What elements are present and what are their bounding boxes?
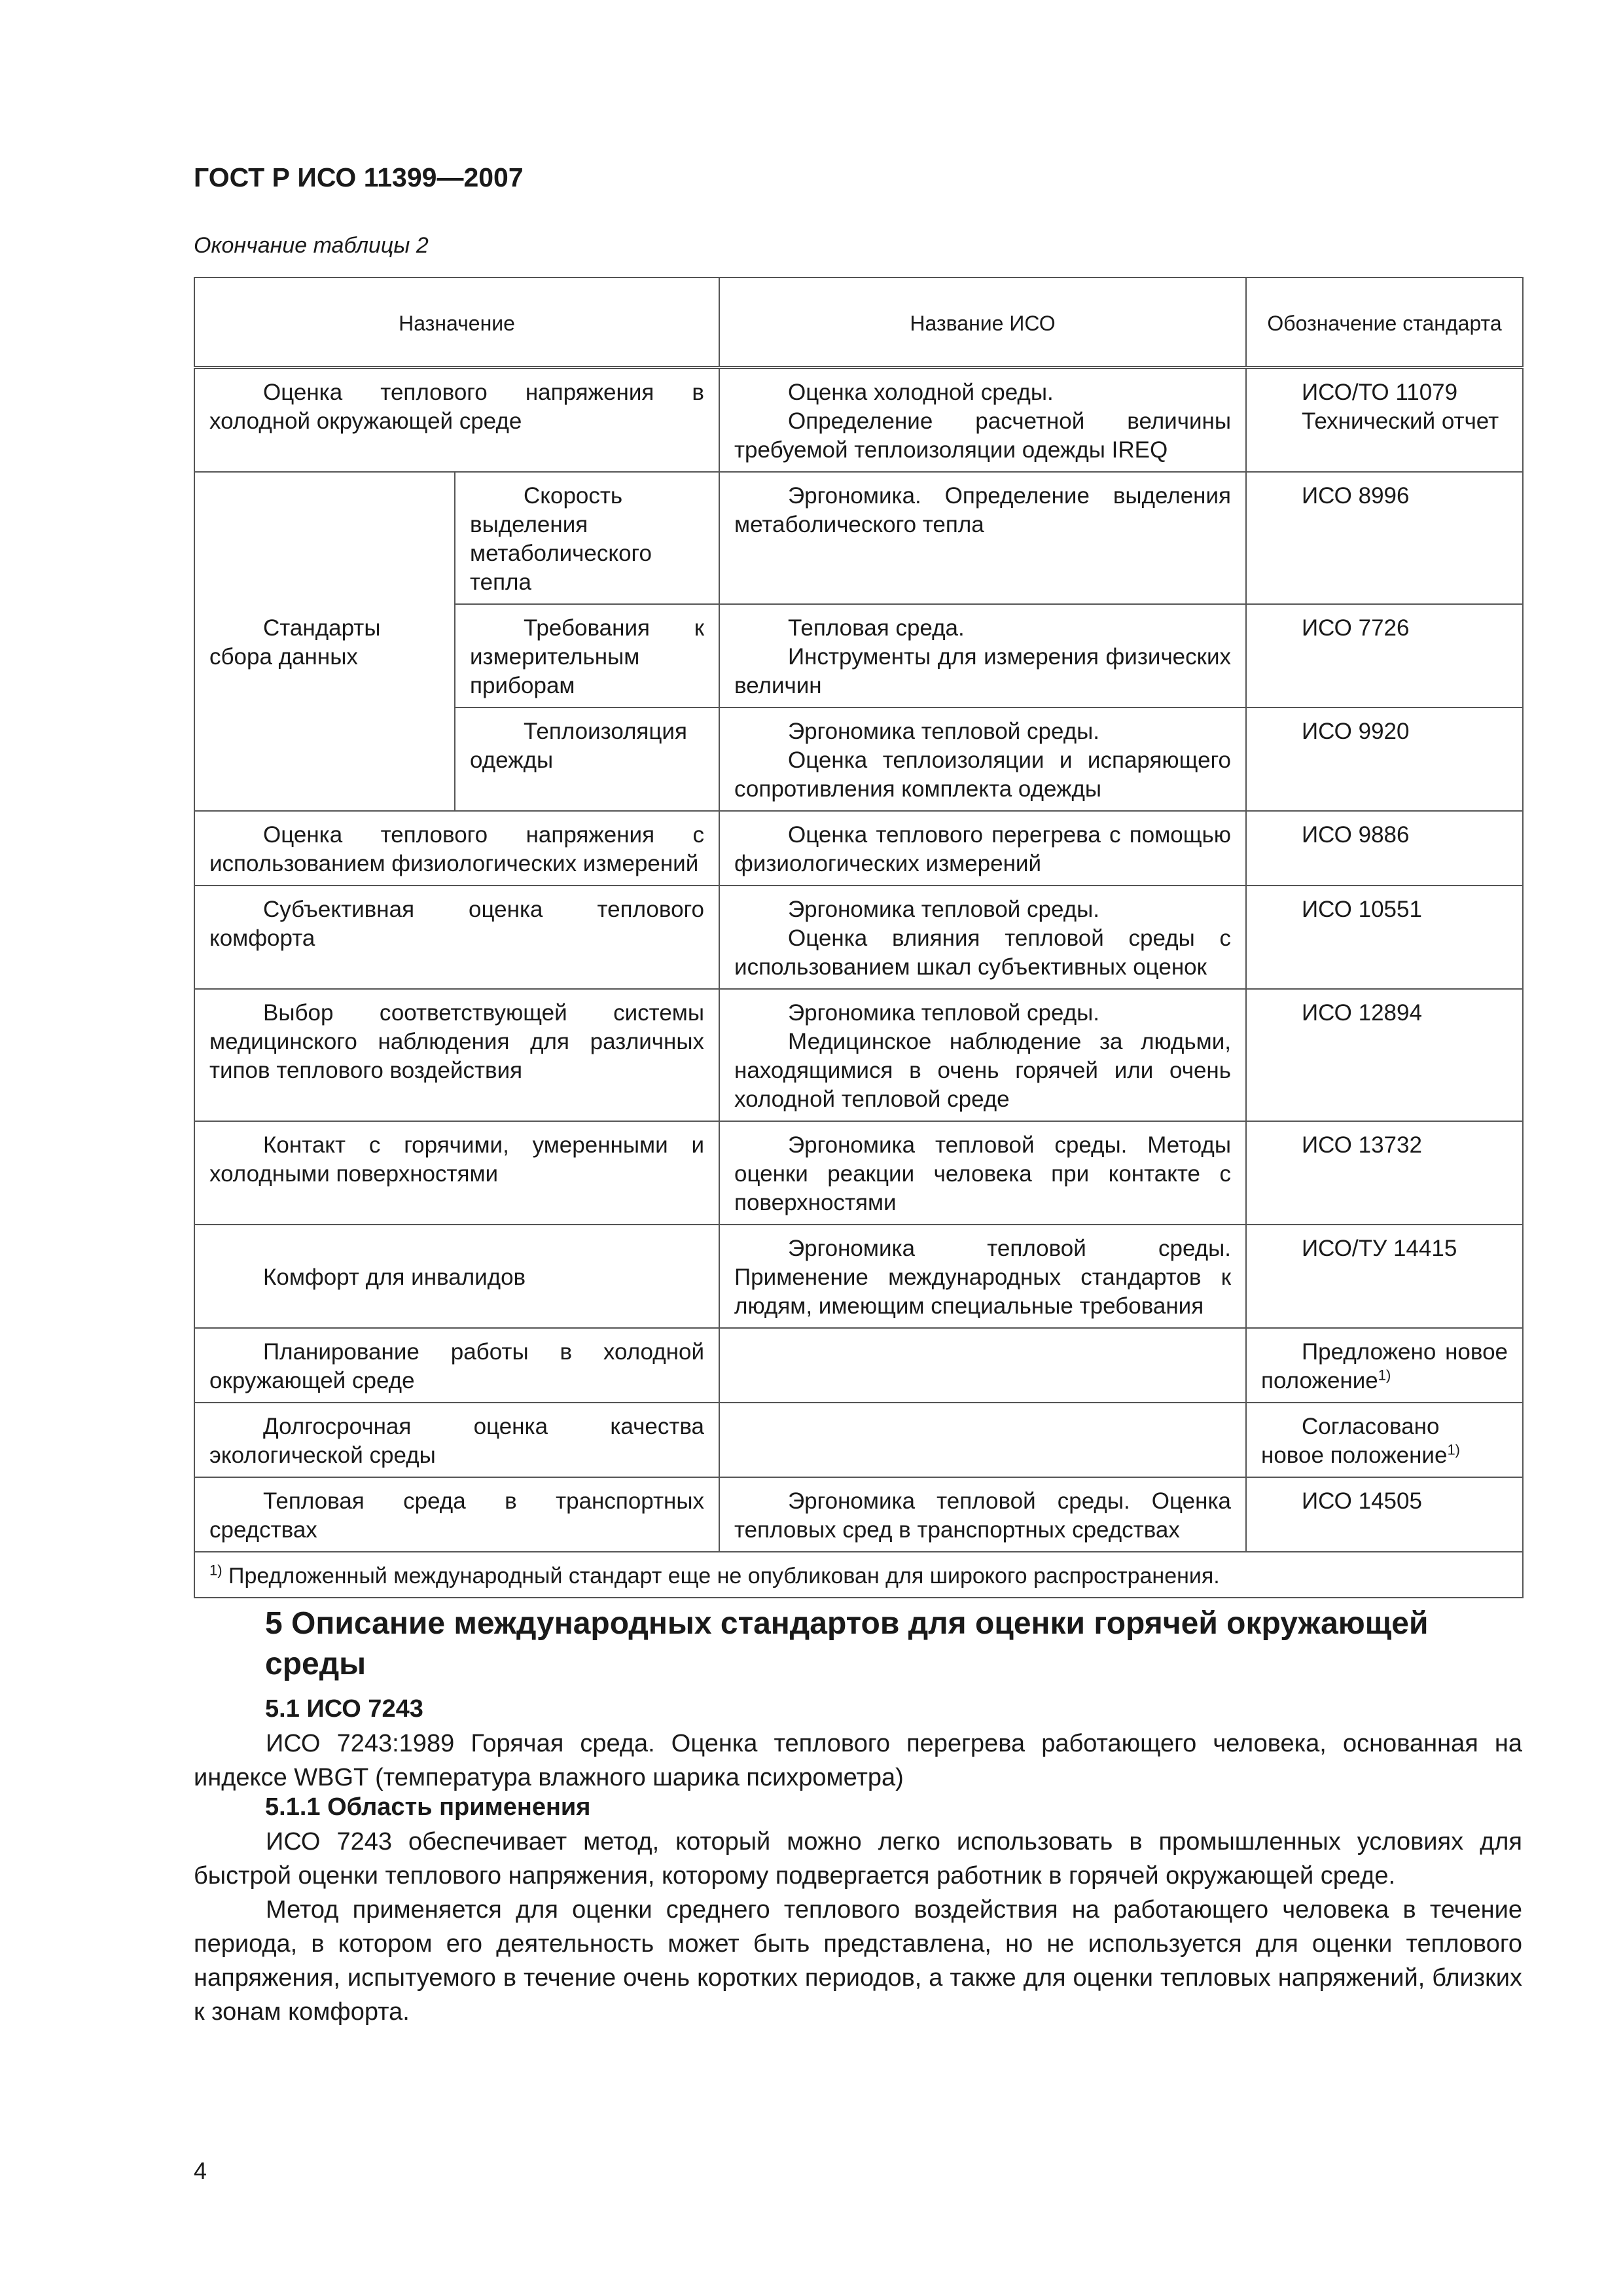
- column-header-designation: Обозначение стандарта: [1246, 278, 1523, 368]
- designation-cell: Предложено новое положение$^{1)}$: [1246, 1328, 1523, 1403]
- purpose-cell: Оценка теплового напряжения в холодной окружающей среде: [194, 368, 719, 473]
- table-footnote: $^{1)}$ Предложенный международный стандарт еще не опубликован для широкого распространения.: [194, 1552, 1523, 1598]
- iso-name-cell: Эргономика тепловой среды. Оценка тепловых сред в транспортных средствах: [719, 1477, 1246, 1552]
- document-header: ГОСТ Р ИСО 11399—2007: [194, 162, 524, 192]
- table-caption: Окончание таблицы 2: [194, 233, 429, 258]
- designation-cell: Согласовано новое положение$^{1)}$: [1246, 1403, 1523, 1477]
- scope-body: [194, 1825, 1522, 2029]
- standards-table: [194, 277, 1524, 1598]
- purpose-cell: Контакт с горячими, умеренными и холодными поверхностями: [194, 1121, 719, 1225]
- table-row: [194, 886, 1523, 989]
- designation-cell: ИСО 8996: [1246, 472, 1523, 604]
- purpose-cell: Скорость выделения метаболического тепла: [455, 472, 719, 604]
- designation-cell: ИСО/ТУ 14415: [1246, 1225, 1523, 1328]
- group-cell: Стандарты сбора данных: [194, 472, 455, 811]
- table-row: [194, 1403, 1523, 1477]
- designation-cell: ИСО 12894: [1246, 989, 1523, 1121]
- designation-cell: ИСО 14505: [1246, 1477, 1523, 1552]
- page-number: 4: [194, 2157, 207, 2184]
- purpose-cell: Требования к измерительным приборам: [455, 604, 719, 708]
- iso-name-cell: Оценка теплового перегрева с помощью физиологических измерений: [719, 811, 1246, 886]
- subsection-title: 5.1.1 Область применения: [265, 1793, 591, 1821]
- iso-name-cell: [719, 1328, 1246, 1403]
- section-title: 5 Описание международных стандартов для оценки горячей окружающей среды: [265, 1606, 1429, 1681]
- iso-name-cell: Эргономика тепловой среды. Оценка теплоизоляции и испаряющего сопротивления комплекта одежды: [719, 708, 1246, 811]
- designation-cell: ИСО 7726: [1246, 604, 1523, 708]
- table-row: [194, 368, 1523, 473]
- purpose-cell: Выбор соответствующей системы медицинского наблюдения для различных типов теплового воздействия: [194, 989, 719, 1121]
- footnote-mark: 1): [209, 1562, 223, 1579]
- designation-cell: ИСО/ТО 11079 Технический отчет: [1246, 368, 1523, 473]
- subsection-body: [194, 1727, 1522, 1795]
- purpose-cell: Комфорт для инвалидов: [194, 1225, 719, 1328]
- table-row: [194, 1328, 1523, 1403]
- designation-cell: ИСО 10551: [1246, 886, 1523, 989]
- column-header-iso-name: Название ИСО: [719, 278, 1246, 368]
- footnote-mark: 1): [1447, 1441, 1460, 1458]
- designation-cell: ИСО 9886: [1246, 811, 1523, 886]
- paragraph: ИСО 7243:1989 Горячая среда. Оценка теплового перегрева работающего человека, основанная на индексе WBGT (температура влажного шарика психрометра): [194, 1730, 1522, 1791]
- iso-name-cell: Тепловая среда. Инструменты для измерения физических величин: [719, 604, 1246, 708]
- column-header-purpose: Назначение: [194, 278, 719, 368]
- purpose-cell: Теплоизоляция одежды: [455, 708, 719, 811]
- purpose-cell: Оценка теплового напряжения с использованием физиологических измерений: [194, 811, 719, 886]
- iso-name-cell: [719, 1403, 1246, 1477]
- designation-cell: ИСО 9920: [1246, 708, 1523, 811]
- table-row: [194, 1225, 1523, 1328]
- purpose-cell: Тепловая среда в транспортных средствах: [194, 1477, 719, 1552]
- table-header-row: [194, 278, 1523, 368]
- iso-name-cell: Эргономика тепловой среды. Применение международных стандартов к людям, имеющим специальные требования: [719, 1225, 1246, 1328]
- subsection-title: 5.1 ИСО 7243: [265, 1695, 423, 1723]
- iso-name-cell: Эргономика тепловой среды. Медицинское наблюдение за людьми, находящимися в очень горячей или очень холодной тепловой среде: [719, 989, 1246, 1121]
- iso-name-cell: Эргономика. Определение выделения метаболического тепла: [719, 472, 1246, 604]
- paragraph: Метод применяется для оценки среднего теплового воздействия на работающего человека в течение периода, в котором его деятельность может быть представлена, но не используется для оценки теплового напряжения, испытуемого в течение очень коротких периодов, а также для оценки тепловых напряжений, близких к зонам комфорта.: [194, 1896, 1522, 2026]
- paragraph: ИСО 7243 обеспечивает метод, который можно легко использовать в промышленных условиях для быстрой оценки теплового напряжения, которому подвергается работник в горячей окружающей среде.: [194, 1828, 1522, 1890]
- designation-cell: ИСО 13732: [1246, 1121, 1523, 1225]
- purpose-cell: Субъективная оценка теплового комфорта: [194, 886, 719, 989]
- iso-name-cell: Эргономика тепловой среды. Оценка влияния тепловой среды с использованием шкал субъективных оценок: [719, 886, 1246, 989]
- iso-name-cell: Оценка холодной среды. Определение расчетной величины требуемой теплоизоляции одежды IREQ: [719, 368, 1246, 473]
- table-footnote-row: [194, 1552, 1523, 1598]
- iso-name-cell: Эргономика тепловой среды. Методы оценки реакции человека при контакте с поверхностями: [719, 1121, 1246, 1225]
- purpose-cell: Долгосрочная оценка качества экологической среды: [194, 1403, 719, 1477]
- table-row: [194, 989, 1523, 1121]
- purpose-cell: Планирование работы в холодной окружающей среде: [194, 1328, 719, 1403]
- table-row: [194, 1121, 1523, 1225]
- table-row: [194, 811, 1523, 886]
- footnote-mark: 1): [1378, 1367, 1391, 1384]
- table-row: [194, 1477, 1523, 1552]
- table-row: [194, 472, 1523, 604]
